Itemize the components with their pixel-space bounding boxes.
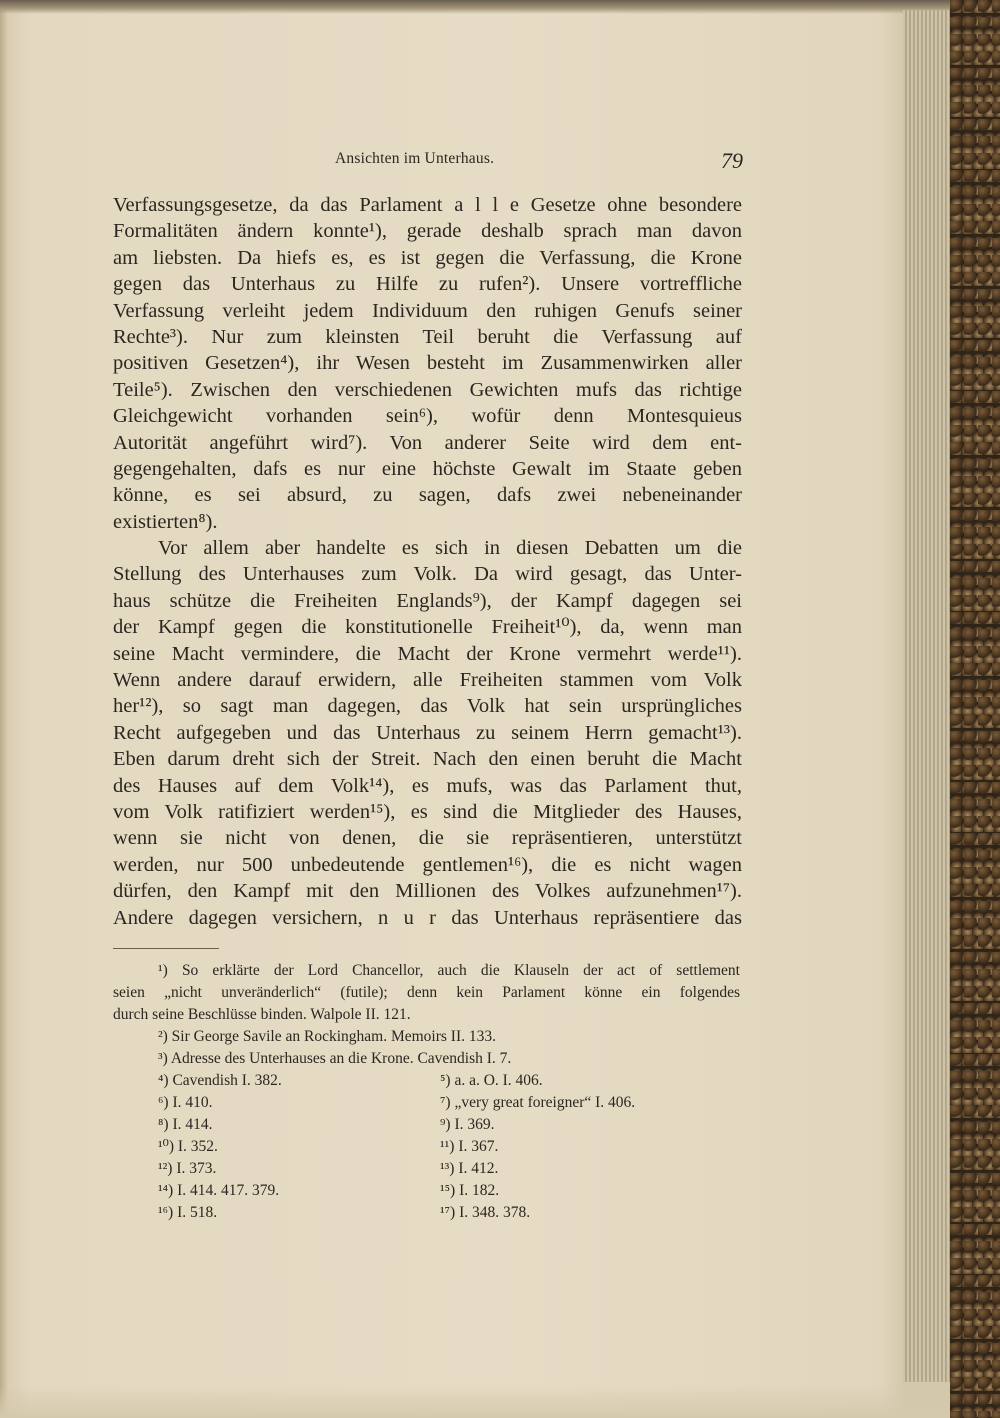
page-top-edge: [0, 0, 1000, 14]
footnote: ⁵) a. a. O. I. 406.: [440, 1072, 543, 1089]
footnote-line: durch seine Beschlüsse binden. Walpole II. 121.: [113, 1006, 411, 1023]
page-bottom-edge: [0, 1385, 950, 1418]
text-line: Verfassungsgesetze, da das Parlament a l l e Gesetze ohne besondere: [113, 194, 742, 216]
text-line: gegengehalten, dafs es nur eine höchste Gewalt im Staate geben: [113, 457, 742, 480]
footnote: ⁷) „very great foreigner“ I. 406.: [440, 1094, 636, 1111]
footnote: ⁶) I. 410.: [158, 1094, 213, 1111]
text-line: gegen das Unterhaus zu Hilfe zu rufen²). Unsere vortreffliche: [113, 273, 742, 296]
page-stack-edge: [903, 10, 953, 1382]
text-line: seine Macht vermindere, die Macht der Krone vermehrt werde¹¹).: [113, 642, 742, 665]
text-line: Autorität angeführt wird⁷). Von anderer Seite wird dem ent-: [113, 431, 742, 454]
text-line: her¹²), so sagt man dagegen, das Volk hat sein ursprüngliches: [113, 695, 742, 718]
footnotes-left-column: [158, 1070, 282, 1224]
footnote-line: seien „nicht unveränderlich“ (futile); denn kein Parlament könne ein folgendes: [113, 984, 740, 1001]
text-line: Recht aufgegeben und das Unterhaus zu seinem Herrn gemacht¹³).: [113, 721, 742, 744]
footnote: ¹¹) I. 367.: [440, 1138, 499, 1155]
page-header: [113, 148, 743, 178]
text-line: werden, nur 500 unbedeutende gentlemen¹⁶), die es nicht wagen: [113, 853, 742, 876]
footnote-line: ²) Sir George Savile an Rockingham. Memoirs II. 133.: [158, 1028, 496, 1045]
text-line: Gleichgewicht vorhanden sein⁶), wofür denn Montesquieus: [113, 405, 742, 428]
footnote: ⁹) I. 369.: [440, 1116, 495, 1133]
footnotes: [113, 960, 740, 1226]
text-line: könne, es sei absurd, zu sagen, dafs zwei nebeneinander: [113, 484, 742, 507]
text-line: Formalitäten ändern konnte¹), gerade deshalb sprach man davon: [113, 220, 742, 243]
text-line: des Hauses auf dem Volk¹⁴), es mufs, was das Parlament thut,: [113, 774, 742, 797]
text-line: Verfassung verleiht jedem Individuum den ruhigen Genufs seiner: [113, 299, 742, 322]
text-line: Wenn andere darauf erwidern, alle Freiheiten stammen vom Volk: [113, 669, 742, 692]
footnote: ¹⁶) I. 518.: [158, 1204, 218, 1221]
text-line: Teile⁵). Zwischen den verschiedenen Gewichten mufs das richtige: [113, 378, 742, 401]
footnote: ⁴) Cavendish I. 382.: [158, 1072, 282, 1089]
running-title: Ansichten im Unterhaus.: [335, 150, 495, 167]
text-line: Eben darum dreht sich der Streit. Nach den einen beruht die Macht: [113, 748, 742, 771]
footnote: ¹⁰) I. 352.: [158, 1138, 218, 1155]
footnotes-right-column: [440, 1070, 635, 1224]
footnote: ¹⁵) I. 182.: [440, 1182, 500, 1199]
text-line: am liebsten. Da hiefs es, es ist gegen die Verfassung, die Krone: [113, 246, 742, 269]
body-text: [113, 192, 742, 931]
footnote-rule: [113, 948, 219, 949]
text-line: Rechte³). Nur zum kleinsten Teil beruht die Verfassung auf: [113, 325, 742, 348]
text-line: Andere dagegen versichern, n u r das Unterhaus repräsentiere das: [113, 906, 742, 929]
footnote: ¹⁴) I. 414. 417. 379.: [158, 1182, 280, 1199]
text-line: dürfen, den Kampf mit den Millionen des Volkes aufzunehmen¹⁷).: [113, 880, 742, 903]
text-line: der Kampf gegen die konstitutionelle Freiheit¹⁰), da, wenn man: [113, 616, 742, 639]
text-line: haus schütze die Freiheiten Englands⁹), der Kampf dagegen sei: [113, 589, 742, 612]
text-line: existierten⁸).: [113, 510, 218, 533]
footnote: ⁸) I. 414.: [158, 1116, 213, 1133]
page-number: 79: [721, 148, 743, 173]
footnote: ¹²) I. 373.: [158, 1160, 217, 1177]
footnote: ¹³) I. 412.: [440, 1160, 499, 1177]
text-line: wenn sie nicht von denen, die sie repräsentieren, unterstützt: [113, 827, 742, 850]
footnote-line: ³) Adresse des Unterhauses an die Krone. Cavendish I. 7.: [158, 1050, 512, 1067]
book-cover-marbled: [950, 0, 1000, 1418]
text-line: positiven Gesetzen⁴), ihr Wesen besteht im Zusammenwirken aller: [113, 352, 742, 375]
text-line: vom Volk ratifiziert werden¹⁵), es sind die Mitglieder des Hauses,: [113, 800, 742, 823]
footnote-line: ¹) So erklärte der Lord Chancellor, auch die Klauseln der act of settlement: [158, 962, 740, 979]
footnote: ¹⁷) I. 348. 378.: [440, 1204, 531, 1221]
text-line: Vor allem aber handelte es sich in diesen Debatten um die: [158, 537, 742, 560]
text-line: Stellung des Unterhauses zum Volk. Da wird gesagt, das Unter-: [113, 563, 742, 586]
